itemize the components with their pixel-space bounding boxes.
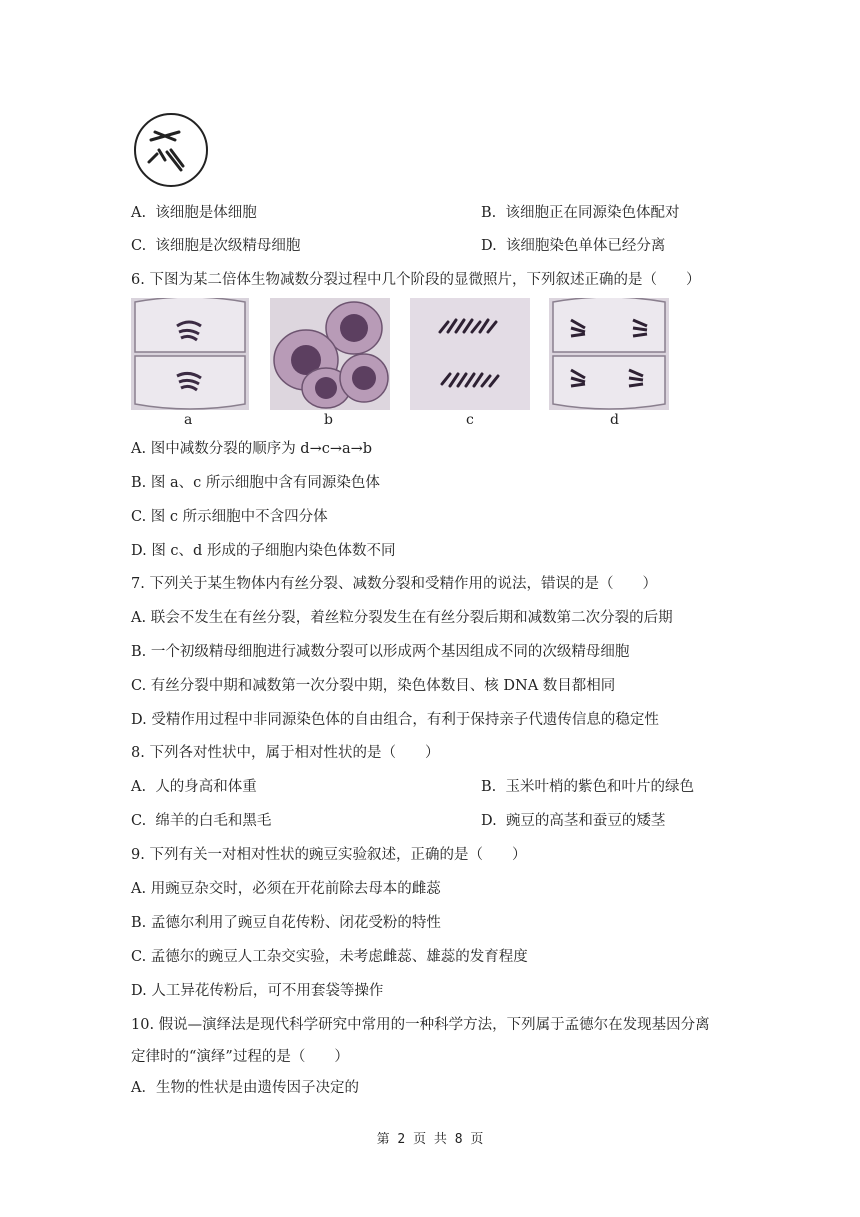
q9-option-a: A. 用豌豆杂交时，必须在开花前除去母本的雌蕊 [131,881,441,897]
q5-option-d: D. 该细胞染色单体已经分离 [481,238,666,254]
q5-option-a: A. 该细胞是体细胞 [131,205,257,221]
q7-stem: 7. 下列关于某生物体内有丝分裂、减数分裂和受精作用的说法，错误的是（ ） [131,576,657,592]
q9-option-c: C. 孟德尔的豌豆人工杂交实验，未考虑雌蕊、雄蕊的发育程度 [131,949,528,965]
q6-option-b: B. 图 a、c 所示细胞中含有同源染色体 [131,475,380,491]
q6-micrograph-a [131,298,249,410]
q6-figure-label-d: d [610,412,619,428]
q10-option-a: A．生物的性状是由遗传因子决定的 [131,1080,359,1096]
q6-figure-label-c: c [466,412,474,428]
q6-figure-label-b: b [324,412,333,428]
q10-stem-line1: 10. 假说—演绎法是现代科学研究中常用的一种科学方法，下列属于孟德尔在发现基因分离 [131,1017,710,1033]
q6-option-a: A. 图中减数分裂的顺序为 d→c→a→b [131,441,373,457]
q8-stem: 8. 下列各对性状中，属于相对性状的是（ ） [131,745,440,761]
q5-option-c: C. 该细胞是次级精母细胞 [131,238,301,254]
q7-option-c: C. 有丝分裂中期和减数第一次分裂中期，染色体数目、核 DNA 数目都相同 [131,678,616,694]
q9-stem: 9. 下列有关一对相对性状的豌豆实验叙述，正确的是（ ） [131,847,527,863]
q5-option-b: B. 该细胞正在同源染色体配对 [481,205,680,221]
q7-option-a: A. 联会不发生在有丝分裂，着丝粒分裂发生在有丝分裂后期和减数第二次分裂的后期 [131,610,673,626]
q7-option-d: D. 受精作用过程中非同源染色体的自由组合，有利于保持亲子代遗传信息的稳定性 [131,712,659,728]
q7-option-b: B. 一个初级精母细胞进行减数分裂可以形成两个基因组成不同的次级精母细胞 [131,644,630,660]
q10-stem-line2: 定律时的“演绎”过程的是（ ） [131,1049,349,1065]
q8-option-c: C. 绵羊的白毛和黑毛 [131,813,272,829]
q6-option-c: C. 图 c 所示细胞中不含四分体 [131,509,328,525]
q6-figure-label-a: a [184,412,193,428]
q6-micrograph-d [549,298,669,410]
q6-stem: 6. 下图为某二倍体生物减数分裂过程中几个阶段的显微照片，下列叙述正确的是（ ） [131,272,701,288]
q9-option-d: D. 人工异花传粉后，可不用套袋等操作 [131,983,384,999]
page-footer: 第 2 页 共 8 页 [376,1132,484,1147]
q6-micrograph-c [410,298,530,410]
q6-option-d: D. 图 c、d 形成的子细胞内染色体数不同 [131,543,396,559]
q8-option-a: A. 人的身高和体重 [131,779,257,795]
q9-option-b: B. 孟德尔利用了豌豆自花传粉、闭花受粉的特性 [131,915,441,931]
q8-option-d: D. 豌豆的高茎和蚕豆的矮茎 [481,813,666,829]
q5-cell-figure [131,110,211,190]
q8-option-b: B. 玉米叶梢的紫色和叶片的绿色 [481,779,694,795]
q6-micrograph-b [270,298,390,410]
